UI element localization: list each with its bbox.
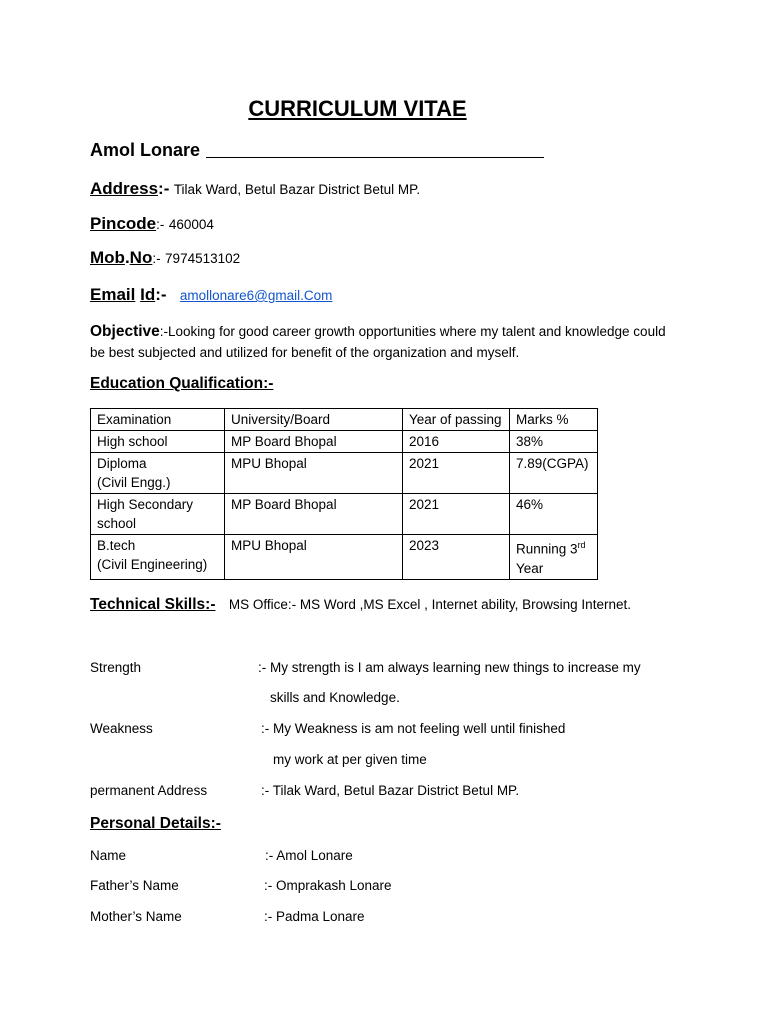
weakness-line1: :- My Weakness is am not feeling well until finished	[261, 721, 566, 736]
mobile-sep: :-	[152, 251, 161, 266]
cell-board: MPU Bhopal	[225, 535, 403, 580]
technical-heading: Technical Skills:-	[90, 596, 216, 613]
cell-marks: Running 3rd Year	[510, 535, 598, 580]
cell-year: 2021	[403, 494, 510, 535]
address-row	[90, 179, 420, 199]
objective-paragraph	[90, 321, 670, 363]
cell-exam: B.tech (Civil Engineering)	[91, 535, 225, 580]
cell-year: 2021	[403, 453, 510, 494]
education-heading: Education Qualification:-	[90, 375, 274, 392]
cell-board: MP Board Bhopal	[225, 431, 403, 453]
pincode-value: 460004	[168, 217, 214, 232]
mobile-dot: .	[124, 248, 130, 267]
weakness-line2: my work at per given time	[273, 752, 427, 767]
education-table	[90, 408, 598, 580]
address-label: Address	[90, 179, 159, 198]
table-header-row	[91, 409, 598, 431]
table-row	[91, 494, 598, 535]
cell-year: 2023	[403, 535, 510, 580]
permanent-address-label: permanent Address	[90, 783, 208, 798]
personal-label-mother: Mother’s Name	[90, 909, 182, 924]
mobile-label-a: Mob	[90, 248, 125, 267]
pincode-label: Pincode	[90, 214, 157, 233]
cell-board: MPU Bhopal	[225, 453, 403, 494]
strength-line1: :- My strength is I am always learning new things to increase my	[258, 660, 641, 675]
personal-value-mother: :- Padma Lonare	[264, 909, 365, 924]
cell-year: 2016	[403, 431, 510, 453]
cell-board: MP Board Bhopal	[225, 494, 403, 535]
strength-line2: skills and Knowledge.	[270, 690, 400, 705]
cell-exam: High school	[91, 431, 225, 453]
address-sep: :-	[158, 179, 170, 198]
email-row	[90, 285, 332, 305]
document-title: CURRICULUM VITAE	[248, 96, 467, 121]
cell-marks: 38%	[510, 431, 598, 453]
pincode-row	[90, 214, 214, 234]
personal-label-father: Father’s Name	[90, 878, 179, 893]
email-label-b: Id	[140, 285, 156, 304]
email-label-a: Email	[90, 285, 136, 304]
objective-label: Objective	[90, 323, 160, 340]
mobile-row	[90, 248, 240, 268]
cell-marks: 7.89(CGPA)	[510, 453, 598, 494]
weakness-label: Weakness	[90, 721, 153, 736]
cell-marks: 46%	[510, 494, 598, 535]
mobile-label-b: No	[129, 248, 153, 267]
pincode-sep: :-	[156, 217, 165, 232]
email-link[interactable]: amollonare6@gmail.Com	[179, 288, 333, 303]
table-row	[91, 453, 598, 494]
table-row	[91, 431, 598, 453]
candidate-name: Amol Lonare	[90, 140, 201, 160]
personal-value-name: :- Amol Lonare	[265, 848, 353, 863]
technical-text: MS Office:- MS Word ,MS Excel , Internet ability, Browsing Internet.	[228, 597, 631, 612]
header-examination: Examination	[91, 409, 225, 431]
table-row	[91, 535, 598, 580]
permanent-address-value: :- Tilak Ward, Betul Bazar District Betul MP.	[261, 783, 520, 798]
mobile-value: 7974513102	[165, 251, 241, 266]
objective-text: :-Looking for good career growth opportunities where my talent and knowledge could be best subjected and utilized for benefit of the organization and myself.	[90, 324, 666, 360]
header-marks: Marks %	[510, 409, 598, 431]
header-year: Year of passing	[403, 409, 510, 431]
personal-heading: Personal Details:-	[90, 815, 221, 832]
address-value: Tilak Ward, Betul Bazar District Betul MP.	[173, 182, 421, 197]
strength-label: Strength	[90, 660, 142, 675]
header-board: University/Board	[225, 409, 403, 431]
email-sep: :-	[155, 285, 167, 304]
cell-exam: Diploma (Civil Engg.)	[91, 453, 225, 494]
personal-value-father: :- Omprakash Lonare	[264, 878, 392, 893]
cell-exam: High Secondary school	[91, 494, 225, 535]
personal-label-name: Name	[90, 848, 127, 863]
name-underline	[206, 157, 544, 158]
technical-skills-row	[90, 596, 631, 614]
